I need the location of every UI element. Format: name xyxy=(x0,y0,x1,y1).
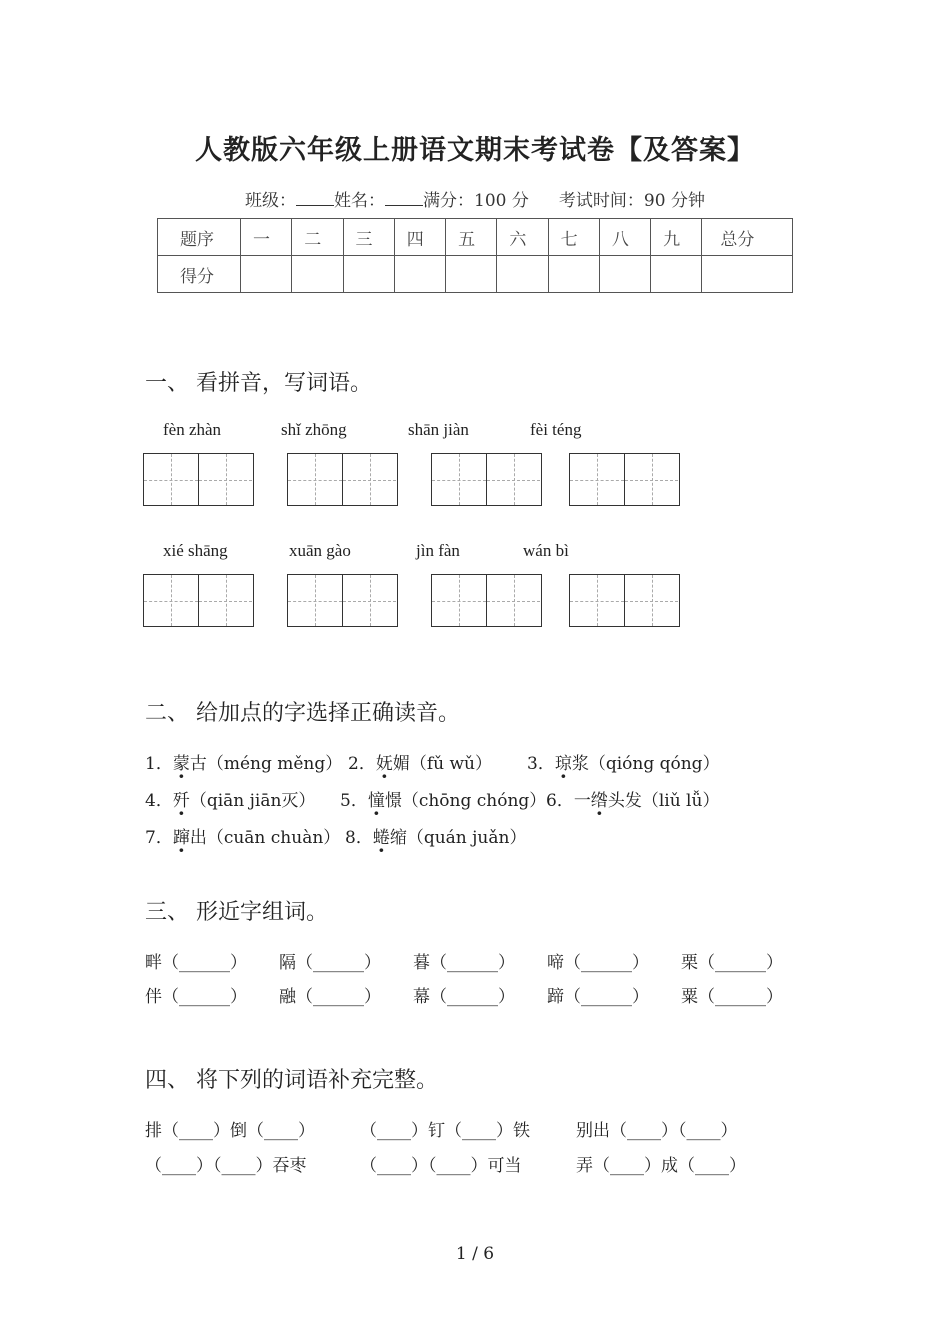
table-cell: 四 xyxy=(394,219,445,256)
name-blank[interactable] xyxy=(385,191,423,206)
dotted-char: 绺 xyxy=(590,791,608,811)
item-text: 憬（chōng chóng） xyxy=(384,791,547,811)
dotted-char: 蒙 xyxy=(172,754,190,774)
score-cell[interactable] xyxy=(548,256,599,293)
table-cell: 二 xyxy=(292,219,343,256)
section-3-heading: 三、 形近字组词。 xyxy=(145,900,328,925)
idiom-blank[interactable]: 排（____）倒（____） xyxy=(145,1121,315,1141)
item-number: 4． xyxy=(145,791,173,811)
table-cell: 三 xyxy=(343,219,394,256)
pinyin-label: shǐ zhōng xyxy=(281,420,347,439)
score-cell[interactable] xyxy=(446,256,497,293)
table-cell: 得分 xyxy=(158,256,241,293)
table-cell: 五 xyxy=(446,219,497,256)
name-label: 姓名： xyxy=(334,191,386,211)
table-cell: 八 xyxy=(599,219,650,256)
question-item xyxy=(527,749,720,774)
page-title: 人教版六年级上册语文期末考试卷【及答案】 xyxy=(195,135,755,166)
writing-grid[interactable] xyxy=(569,574,680,627)
question-item xyxy=(546,786,719,811)
section-4-heading: 四、 将下列的词语补充完整。 xyxy=(145,1068,438,1093)
word-blank[interactable]: 栗（______） xyxy=(681,953,783,973)
table-cell: 九 xyxy=(651,219,702,256)
score-cell[interactable] xyxy=(343,256,394,293)
word-blank[interactable]: 畔（______） xyxy=(145,953,247,973)
word-blank[interactable]: 啼（______） xyxy=(547,953,649,973)
score-cell[interactable] xyxy=(241,256,292,293)
score-cell[interactable] xyxy=(702,256,793,293)
item-text: 出（cuān chuàn） xyxy=(189,828,341,848)
word-blank[interactable]: 隔（______） xyxy=(279,953,381,973)
idiom-blank[interactable]: （____）钉（____）铁 xyxy=(360,1121,530,1141)
question-item xyxy=(345,823,526,848)
writing-grid[interactable] xyxy=(569,453,680,506)
full-score: 满分：100 分 xyxy=(423,191,529,211)
pinyin-label: xié shāng xyxy=(163,541,228,560)
pinyin-label: xuān gào xyxy=(289,541,351,560)
item-text: （qiān jiān灭） xyxy=(189,791,316,811)
item-text: 浆（qióng qóng） xyxy=(571,754,720,774)
score-table-header xyxy=(158,219,793,256)
pinyin-label: fèi téng xyxy=(530,420,582,439)
writing-grid[interactable] xyxy=(287,574,398,627)
word-blank[interactable]: 幕（______） xyxy=(413,987,515,1007)
table-cell: 题序 xyxy=(158,219,241,256)
idiom-blank[interactable]: 弄（____）成（____） xyxy=(576,1156,746,1176)
class-blank[interactable] xyxy=(296,191,334,206)
question-item xyxy=(348,749,492,774)
writing-grid[interactable] xyxy=(143,574,254,627)
exam-meta xyxy=(0,186,950,211)
table-cell: 六 xyxy=(497,219,548,256)
word-blank[interactable]: 蹄（______） xyxy=(547,987,649,1007)
dotted-char: 蹿 xyxy=(172,828,190,848)
pinyin-label: shān jiàn xyxy=(408,420,469,439)
word-blank[interactable]: 伴（______） xyxy=(145,987,247,1007)
page-number: 1 / 6 xyxy=(455,1244,495,1264)
score-cell[interactable] xyxy=(292,256,343,293)
item-text: 缩（quán juǎn） xyxy=(389,828,527,848)
score-cell[interactable] xyxy=(651,256,702,293)
word-blank[interactable]: 融（______） xyxy=(279,987,381,1007)
writing-grid[interactable] xyxy=(143,453,254,506)
score-table-row xyxy=(158,256,793,293)
item-number: 1． xyxy=(145,754,173,774)
table-cell: 七 xyxy=(548,219,599,256)
item-number: 7． xyxy=(145,828,173,848)
word-blank[interactable]: 粟（______） xyxy=(681,987,783,1007)
question-item xyxy=(145,786,315,811)
item-text: 头发（liǔ lǚ） xyxy=(607,791,720,811)
pinyin-label: fèn zhàn xyxy=(163,420,222,439)
dotted-char: 琼 xyxy=(554,754,572,774)
pinyin-label: jìn fàn xyxy=(416,541,460,560)
score-table xyxy=(157,218,793,293)
score-cell[interactable] xyxy=(497,256,548,293)
item-number: 8． xyxy=(345,828,373,848)
section-1-heading: 一、 看拼音，写词语。 xyxy=(145,371,372,396)
pinyin-label: wán bì xyxy=(523,541,569,560)
idiom-blank[interactable]: （____）（____）可当 xyxy=(360,1156,522,1176)
idiom-blank[interactable]: （____）（____）吞枣 xyxy=(145,1156,307,1176)
item-text: 古（méng měng） xyxy=(189,754,343,774)
writing-grid[interactable] xyxy=(431,453,542,506)
question-item xyxy=(145,749,342,774)
exam-time: 考试时间：90 分钟 xyxy=(558,191,705,211)
writing-grid[interactable] xyxy=(431,574,542,627)
word-blank[interactable]: 暮（______） xyxy=(413,953,515,973)
dotted-char: 蜷 xyxy=(372,828,390,848)
item-number: 5． xyxy=(340,791,368,811)
question-item xyxy=(145,823,340,848)
writing-grid[interactable] xyxy=(287,453,398,506)
score-cell[interactable] xyxy=(394,256,445,293)
item-text: 媚（fǔ wǔ） xyxy=(392,754,492,774)
dotted-char: 憧 xyxy=(367,791,385,811)
item-number: 3． xyxy=(527,754,555,774)
table-cell: 总分 xyxy=(702,219,793,256)
section-2-heading: 二、 给加点的字选择正确读音。 xyxy=(145,701,460,726)
score-cell[interactable] xyxy=(599,256,650,293)
class-label: 班级： xyxy=(245,191,297,211)
item-number: 6．一 xyxy=(546,791,591,811)
idiom-blank[interactable]: 别出（____）（____） xyxy=(576,1121,738,1141)
dotted-char: 妩 xyxy=(375,754,393,774)
table-cell: 一 xyxy=(241,219,292,256)
dotted-char: 歼 xyxy=(172,791,190,811)
question-item xyxy=(340,786,546,811)
item-number: 2． xyxy=(348,754,376,774)
